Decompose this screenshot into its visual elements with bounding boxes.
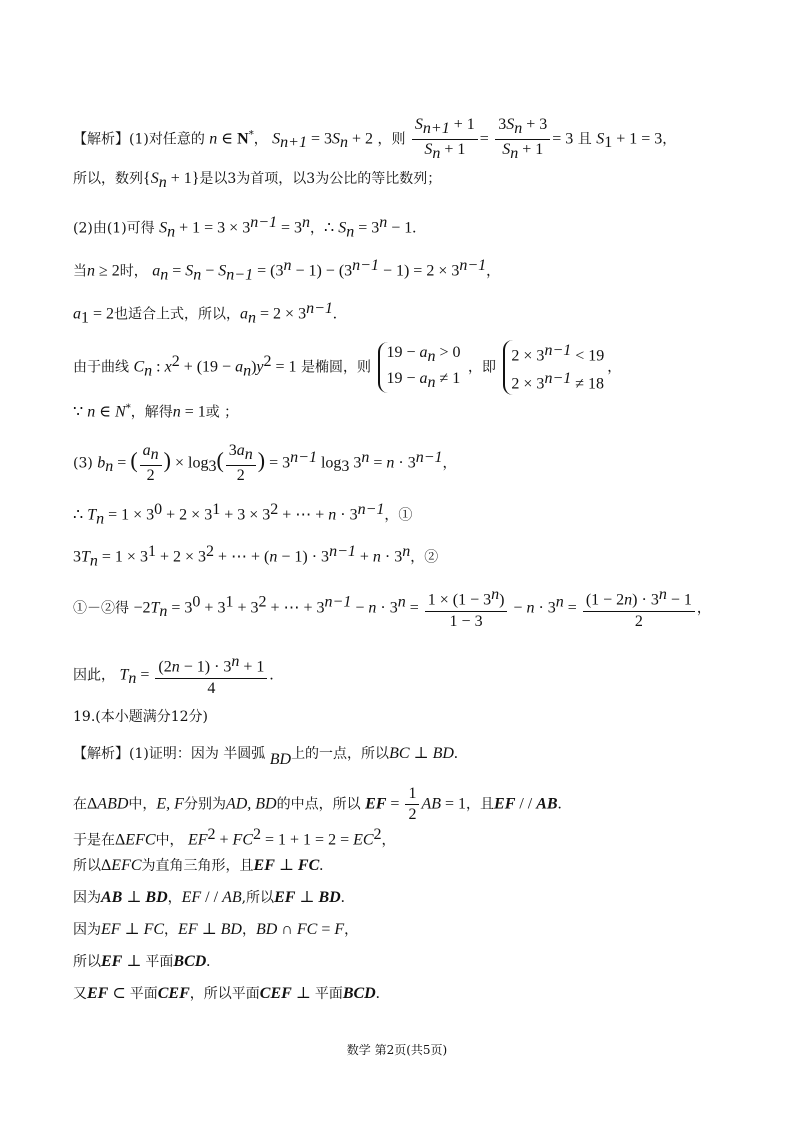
text: 平面 (314, 986, 343, 1002)
text: 当 (73, 263, 87, 280)
text: 【解析】(1)对任意的 (73, 131, 205, 148)
fraction: $\frac{3S_n + 3}{S_n + 1}$ (495, 115, 550, 164)
text: 也适合上式，所以， (114, 306, 241, 323)
text: 时， (119, 263, 148, 280)
q19-line-8: 又EF ⊂ 平面CEF，所以平面CEF ⊥ 平面BCD. (73, 985, 380, 1002)
fraction: $\frac{1 \times (1 - 3^n)}{1 - 3}$ (425, 585, 508, 632)
question-19-header (73, 708, 208, 726)
solution-line-7: ∵ n ∈ N*，解得n = 1或 ； (73, 403, 239, 421)
text: 分别为 (183, 796, 226, 813)
text: 19.(本小题满分12分) (73, 709, 209, 725)
text: ，即 (467, 359, 496, 376)
inequality-system: $19 - a_n > 0$ $19 - a_n \ne 1$ (378, 342, 460, 394)
fraction: $\frac{1}{2}$ (405, 784, 419, 825)
q19-line-5: 因为AB ⊥ BD，EF / / AB,所以EF ⊥ BD. (73, 889, 345, 906)
text: ①－②得 (73, 600, 129, 617)
text: 又 (73, 986, 87, 1002)
text: 于是在 (73, 832, 115, 849)
text: ② (424, 549, 439, 566)
text: 因为 (73, 922, 101, 938)
solution-line-4: 当n ≥ 2时， $a_n = S_n - S_{n-1} = (3^n - 1) - (3^{n-1} - 1) = 2 \times 3^{n-1}$， (73, 257, 501, 284)
text: ① (398, 507, 413, 524)
fraction: $\frac{S_{n+1} + 1}{S_n + 1}$ (412, 115, 478, 164)
solution-line-12: 因此， $T_n$ = $\frac{(2n - 1) \cdot 3^n + 1}{4}$ . (73, 653, 274, 697)
text: 平面 (129, 986, 158, 1002)
solution-line-6: 由于曲线 $C_n$ : $x^2 + (19 - a_n)y^2 = 1$ 是椭圆，则 $19 - a_n > 0$ $19 - a_n \ne 1$ ，即 $2 \times 3^{n-1} < 19$ $2 \times 3^{n-1} \ne 18$， (73, 340, 621, 395)
solution-line-9: ∴ $T_n = 1 \times 3^0 + 2 \times 3^1 + 3 \times 3^2$ + ⋯ + $n \cdot 3^{n-1}$，① (73, 501, 413, 528)
q19-line-6: 因为EF ⊥ FC，EF ⊥ BD，BD ∩ FC = F， (73, 921, 359, 938)
text: 上的一点，所以 (291, 746, 390, 762)
text: 由于曲线 (73, 359, 129, 376)
text: ，则 (377, 131, 406, 148)
text: 平面 (145, 954, 174, 970)
q19-line-7: 所以EF ⊥ 平面BCD. (73, 953, 211, 970)
q19-line-1: 【解析】(1)证明：因为 半圆弧 BD上的一点，所以BC ⊥ BD. (73, 745, 458, 768)
text: 中， (155, 832, 184, 849)
solution-line-5: $a_1 = 2$也适合上式，所以，$a_n = 2 \times 3^{n-1}$. (73, 300, 337, 327)
solution-line-11: ①－②得 $-2T_n = 3^0 + 3^1 + 3^2$ + ⋯ + $3^{n-1} - n \cdot 3^n$ = $\frac{1 \times (1 - 3^n)}{1 - 3}$ − $n \cdot 3^n$ = $\frac{(1 - 2n) \cdot 3^n - 1}{2}$ ， (73, 586, 711, 630)
fraction: $\frac{3a_n}{2}$ (226, 441, 256, 486)
text: ，且 (466, 796, 495, 813)
text: 中， (128, 796, 157, 813)
text: (2)由(1)可得 (73, 220, 155, 237)
text: ，解得 (130, 404, 173, 421)
inequality-system: $2 \times 3^{n-1} < 19$ $2 \times 3^{n-1} \ne 18$ (503, 340, 604, 395)
fraction: $\frac{(2n - 1) \cdot 3^n + 1}{4}$ (155, 652, 267, 699)
solution-line-1: 【解析】(1)对任意的 n ∈ N*， $S_{n+1} = 3S_n + 2$ ，则 $\frac{S_{n+1} + 1}{S_n + 1}$ = $\frac{3S_n + 3}{S_n + 1}$ = 3 且 $S_1 + 1 = 3$， (73, 116, 677, 162)
solution-line-2: 所以，数列$\{S_n + 1\}$是以3为首项，以3为公比的等比数列； (73, 170, 442, 191)
text: (3) (73, 455, 93, 472)
text: 所以 (73, 858, 101, 874)
solution-line-10: $3T_n = 1 \times 3^1 + 2 \times 3^2$ + ⋯ + $(n - 1) \cdot 3^{n-1} + n \cdot 3^n$，② (73, 543, 439, 570)
text: 所以，数列 (73, 171, 143, 187)
text: 【解析】(1)证明：因为 半圆弧 (73, 746, 266, 762)
q19-line-3: 于是在ΔEFC中， $EF^2 + FC^2 = 1 + 1 = 2 = EC^2$， (73, 826, 396, 849)
text: 因此， (73, 667, 115, 684)
fraction: $\frac{(1 - 2n) \cdot 3^n - 1}{2}$ (583, 585, 695, 632)
q19-line-2: 在ΔABD中，E, F分别为AD, BD的中点，所以 EF = $\frac{1}{2}$ AB = 1，且EF / / AB. (73, 785, 562, 823)
q19-line-4: 所以ΔEFC为直角三角形，且EF ⊥ FC. (73, 857, 324, 874)
text: 或 ； (205, 404, 239, 421)
solution-line-8: (3) $b_n$ = ( $\frac{a_n}{2}$ ) × $\log_3$( $\frac{3a_n}{2}$ ) = $3^{n-1}$ $\log_3 3^n = n \cdot 3^{n-1}$， (73, 442, 457, 484)
text: 在 (73, 796, 87, 813)
text: 且 (577, 131, 592, 148)
page-footer: 数学 第2页(共5页) (346, 1043, 448, 1057)
text: ,所以 (241, 890, 275, 906)
text: ，所以平面 (189, 986, 260, 1002)
text: 是椭圆，则 (300, 359, 371, 376)
text: 为直角三角形，且 (141, 858, 254, 874)
text: 的中点，所以 (276, 796, 361, 813)
text: 因为 (73, 890, 101, 906)
text: 是以3为首项，以3为公比的等比数列； (199, 171, 442, 187)
solution-line-3: (2)由(1)可得 $S_n + 1 = 3 \times 3^{n-1} = 3^n$，∴ $S_n = 3^n - 1$. (73, 214, 417, 241)
fraction: $\frac{a_n}{2}$ (140, 441, 162, 486)
text: 所以 (73, 954, 101, 970)
